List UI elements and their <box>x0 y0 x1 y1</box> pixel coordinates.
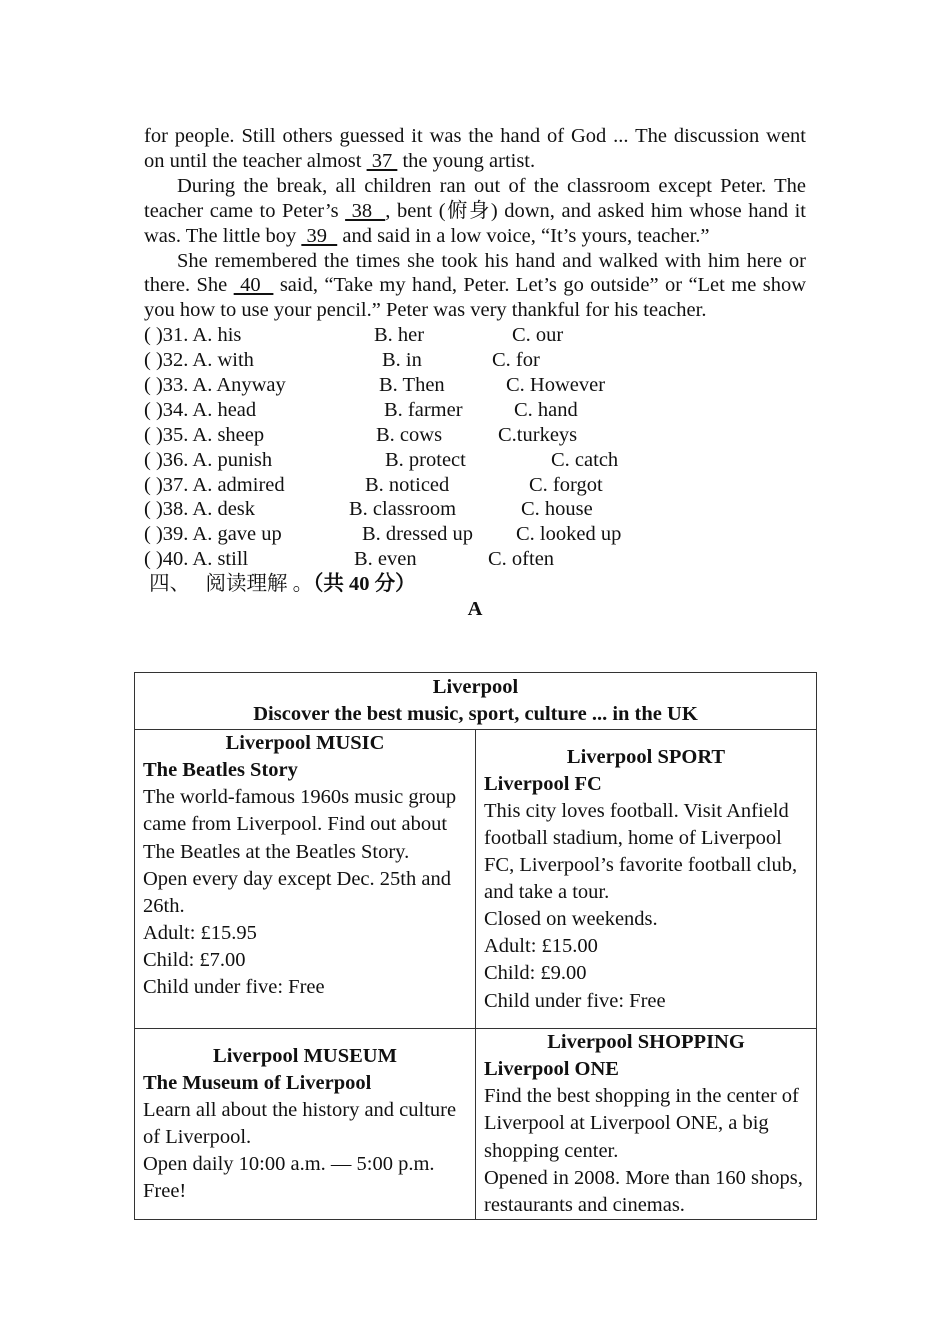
text: and said in a low voice, “It’s yours, teacher.” <box>337 224 710 247</box>
museum-open: Open daily 10:00 a.m. — 5:00 p.m. <box>143 1153 435 1176</box>
paragraph-1 <box>144 124 806 174</box>
question-option-c: C. our <box>512 324 564 347</box>
section-label: 四、 阅读理解 。 <box>144 573 314 596</box>
question-option-b: B. dressed up <box>362 523 474 546</box>
museum-name: The Museum of Liverpool <box>143 1072 372 1094</box>
museum-desc: Learn all about the history and culture of Liverpool. <box>143 1099 457 1149</box>
question-40 <box>144 547 806 572</box>
sport-cell <box>476 730 817 1029</box>
music-adult-price: Adult: £15.95 <box>143 921 257 944</box>
paragraph-2 <box>144 174 806 249</box>
question-option-b: B. in <box>382 349 422 372</box>
question-option-b: B. even <box>354 548 417 571</box>
question-option-b: B. Then <box>379 374 445 397</box>
blank-38: 38 <box>345 199 386 222</box>
music-desc: The world-famous 1960s music group came from Liverpool. Find out about The Beatles at the Beatles Story. <box>143 786 457 863</box>
museum-heading: Liverpool MUSEUM <box>213 1044 397 1067</box>
text: During the break, all children ran out of the classroom except Peter. The teacher came to Peter’s <box>144 174 806 222</box>
question-option-c: C. forgot <box>529 473 603 496</box>
table-title: Liverpool <box>432 676 519 698</box>
shopping-name: Liverpool ONE <box>484 1058 619 1081</box>
question-option-c: C. catch <box>551 448 619 471</box>
question-option-a: ( )31. A. his <box>144 324 242 347</box>
question-option-b: B. her <box>374 324 425 347</box>
music-name: The Beatles Story <box>143 759 298 782</box>
question-option-a: ( )36. A. punish <box>144 448 273 471</box>
section-score: （共 40 分） <box>313 573 416 596</box>
shopping-heading: Liverpool SHOPPING <box>547 1031 745 1054</box>
question-option-b: B. protect <box>385 448 466 471</box>
question-option-a: ( )35. A. sheep <box>144 423 265 446</box>
text: , bent (俯身) down, and asked him whose hand it was. The little boy <box>144 199 807 247</box>
text: for people. Still others guessed it was the hand of God ... The discussion went on until the teacher almost <box>144 125 806 172</box>
part-a-title: A <box>467 598 483 621</box>
question-option-a: ( )38. A. desk <box>144 498 256 521</box>
museum-price: Free! <box>143 1180 187 1203</box>
blank-39: 39 <box>301 224 338 247</box>
shopping-desc: Find the best shopping in the center of Liverpool at Liverpool ONE, a big shopping center. <box>484 1085 799 1162</box>
sport-closed: Closed on weekends. <box>484 908 658 931</box>
question-32 <box>144 348 806 373</box>
table-subtitle: Discover the best music, sport, culture ... in the UK <box>253 703 698 726</box>
question-option-c: C. However <box>506 374 606 397</box>
question-option-c: C. often <box>488 548 555 571</box>
music-under5-price: Child under five: Free <box>143 976 325 999</box>
music-cell <box>135 730 476 1029</box>
question-option-b: B. noticed <box>365 473 450 496</box>
text: said, “Take my hand, Peter. Let’s go outside” or “Let me show you how to use your pencil.” Peter was very thankful for his teacher. <box>144 274 806 322</box>
question-option-a: ( )32. A. with <box>144 349 254 372</box>
question-option-b: B. cows <box>376 423 443 446</box>
question-38 <box>144 497 806 522</box>
sport-under5-price: Child under five: Free <box>484 989 666 1012</box>
section-heading <box>144 572 806 597</box>
question-list <box>144 323 806 572</box>
liverpool-table <box>134 672 817 1220</box>
question-option-a: ( )37. A. admired <box>144 473 285 496</box>
question-option-c: C. hand <box>514 398 578 421</box>
question-option-c: C. house <box>521 498 593 521</box>
question-36 <box>144 448 806 473</box>
question-option-a: ( )33. A. Anyway <box>144 374 286 397</box>
sport-adult-price: Adult: £15.00 <box>484 935 598 958</box>
question-option-b: B. farmer <box>384 398 463 421</box>
question-34 <box>144 398 806 423</box>
sport-name: Liverpool FC <box>484 772 602 795</box>
sport-desc: This city loves football. Visit Anfield football stadium, home of Liverpool FC, Liverpool’s favorite football club, and take a tour. <box>484 799 798 904</box>
question-option-a: ( )34. A. head <box>144 398 257 421</box>
music-open: Open every day except Dec. 25th and 26th. <box>143 867 451 917</box>
question-option-c: C. looked up <box>516 523 622 546</box>
text: She remembered the times she took his hand and walked with him here or there. She <box>144 249 806 297</box>
shopping-cell <box>476 1029 817 1220</box>
music-heading: Liverpool MUSIC <box>225 732 385 755</box>
sport-child-price: Child: £9.00 <box>484 962 587 985</box>
question-option-a: ( )40. A. still <box>144 548 249 571</box>
blank-40: 40 <box>233 274 274 297</box>
question-option-a: ( )39. A. gave up <box>144 523 282 546</box>
text: the young artist. <box>397 149 536 172</box>
museum-cell <box>135 1029 476 1220</box>
question-37 <box>144 473 806 498</box>
blank-37: 37 <box>366 149 398 172</box>
paragraph-3 <box>144 249 806 324</box>
sport-heading: Liverpool SPORT <box>566 745 726 768</box>
document-body <box>144 124 806 622</box>
shopping-opened: Opened in 2008. More than 160 shops, restaurants and cinemas. <box>484 1166 803 1216</box>
question-option-b: B. classroom <box>349 498 457 521</box>
question-33 <box>144 373 806 398</box>
music-child-price: Child: £7.00 <box>143 948 246 971</box>
question-39 <box>144 522 806 547</box>
question-31 <box>144 323 806 348</box>
question-option-c: C.turkeys <box>498 423 578 446</box>
question-35 <box>144 423 806 448</box>
question-option-c: C. for <box>492 349 540 372</box>
table-header <box>135 673 817 730</box>
